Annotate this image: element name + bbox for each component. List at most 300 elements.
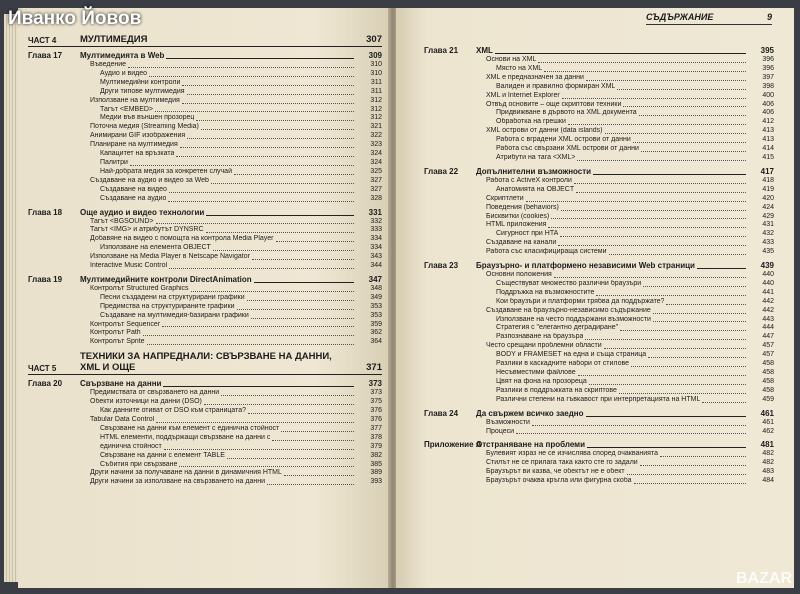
entry-title: Кои браузъри и платформи трябва да поддържате? bbox=[496, 297, 665, 305]
toc-entry bbox=[424, 186, 774, 195]
entry-title: Въведение bbox=[90, 61, 127, 68]
entry-page: 348 bbox=[370, 284, 382, 292]
entry-page: 406 bbox=[762, 100, 774, 108]
entry-title: Цвят на фона на прозореца bbox=[496, 377, 587, 385]
toc-entry bbox=[28, 294, 382, 303]
leader-dots bbox=[643, 286, 746, 287]
toc-entry bbox=[28, 244, 382, 253]
toc-entry bbox=[424, 459, 774, 468]
entry-page: 323 bbox=[370, 141, 382, 149]
entry-title: Контролът Path bbox=[90, 329, 141, 337]
leader-line bbox=[587, 447, 746, 448]
toc-entry bbox=[28, 123, 382, 132]
entry-page: 432 bbox=[762, 230, 774, 238]
toc-entry bbox=[28, 97, 382, 106]
entry-page: 312 bbox=[370, 105, 382, 113]
leader-dots bbox=[551, 218, 746, 219]
entry-page: 375 bbox=[370, 398, 382, 406]
entry-page: 325 bbox=[370, 167, 382, 175]
toc-entry bbox=[424, 177, 774, 186]
toc-entry bbox=[424, 271, 774, 280]
chapter-title: Мултимедийните контроли DirectAnimation bbox=[80, 274, 252, 284]
left-page bbox=[18, 8, 390, 588]
toc-entry bbox=[424, 195, 774, 204]
entry-page: 424 bbox=[762, 203, 774, 211]
entry-page: 412 bbox=[762, 118, 774, 126]
leader-dots bbox=[191, 291, 354, 292]
toc-entry bbox=[424, 298, 774, 307]
entry-title: Място на XML bbox=[496, 64, 543, 72]
toc-entry bbox=[28, 303, 382, 312]
chapter-number: Глава 21 bbox=[424, 46, 459, 55]
toc-entry bbox=[28, 398, 382, 407]
toc-entry bbox=[424, 136, 774, 145]
part-title: ТЕХНИКИ ЗА НАПРЕДНАЛИ: СВЪРЗВАНЕ НА ДАННИ, XML И ОЩЕ bbox=[80, 351, 332, 374]
chapter-row bbox=[28, 51, 382, 61]
chapter-page: 461 bbox=[760, 408, 774, 418]
toc-entry bbox=[28, 235, 382, 244]
leader-dots bbox=[143, 335, 354, 336]
entry-title: Tabular Data Control bbox=[90, 416, 155, 423]
entry-page: 353 bbox=[370, 302, 382, 310]
toc-entry bbox=[424, 280, 774, 289]
entry-page: 459 bbox=[762, 395, 774, 403]
entry-title: Други начини за използване на свързването на данни bbox=[90, 478, 266, 486]
toc-entry bbox=[424, 74, 774, 83]
toc-entry bbox=[28, 226, 382, 235]
leader-dots bbox=[548, 227, 746, 228]
entry-page: 415 bbox=[762, 153, 774, 161]
leader-dots bbox=[604, 348, 746, 349]
entry-title: Придвижване в дървото на XML документа bbox=[496, 109, 637, 117]
toc-left bbox=[28, 30, 382, 487]
entry-title: Атрибути на тага <XML> bbox=[496, 153, 576, 161]
chapter-number: Приложение А bbox=[424, 440, 482, 450]
chapter-title: Отстраняване на проблеми bbox=[476, 440, 586, 450]
leader-dots bbox=[176, 156, 354, 157]
entry-title: Създаване на мултимедия-базирани графики bbox=[100, 311, 249, 319]
entry-page: 333 bbox=[370, 226, 382, 234]
toc-entry bbox=[28, 70, 382, 79]
leader-dots bbox=[532, 425, 746, 426]
toc-entry bbox=[28, 478, 382, 487]
entry-page: 435 bbox=[762, 248, 774, 256]
leader-dots bbox=[169, 192, 354, 193]
leader-dots bbox=[562, 98, 746, 99]
part-page: 307 bbox=[366, 34, 382, 45]
toc-entry bbox=[424, 65, 774, 74]
running-header-title: СЪДЪРЖАНИЕ bbox=[646, 12, 714, 22]
entry-title: Аудио и видео bbox=[100, 69, 148, 77]
entry-page: 334 bbox=[370, 235, 382, 243]
toc-entry bbox=[28, 141, 382, 150]
leader-dots bbox=[234, 174, 354, 175]
entry-page: 328 bbox=[370, 194, 382, 202]
leader-dots bbox=[648, 357, 746, 358]
toc-entry bbox=[424, 342, 774, 351]
toc-entry bbox=[424, 333, 774, 342]
entry-title: Как данните отиват от DSO към страницата? bbox=[100, 407, 247, 415]
leader-dots bbox=[162, 326, 354, 327]
chapter-number: Глава 24 bbox=[424, 408, 459, 418]
leader-dots bbox=[560, 236, 746, 237]
leader-dots bbox=[213, 250, 354, 251]
toc-entry bbox=[28, 425, 382, 434]
entry-title: Браузърът ви казва, че обектът не е обект bbox=[486, 468, 625, 476]
entry-title: Основни положения bbox=[486, 271, 552, 279]
leader-dots bbox=[284, 475, 354, 476]
leader-line bbox=[206, 215, 354, 216]
entry-title: единична стойност bbox=[100, 442, 162, 450]
entry-title: Добавяне на видео с помощта на контрола Media Player bbox=[90, 235, 274, 243]
leader-line bbox=[254, 282, 354, 283]
entry-title: Браузърът очаква кръгла или фигурна скоба bbox=[486, 477, 632, 485]
toc-entry bbox=[28, 186, 382, 195]
leader-dots bbox=[156, 422, 354, 423]
leader-line bbox=[163, 386, 354, 387]
toc-entry bbox=[424, 369, 774, 378]
entry-title: Отвъд основите – още скриптови техники bbox=[486, 100, 622, 108]
right-page bbox=[396, 8, 794, 588]
entry-page: 359 bbox=[370, 320, 382, 328]
leader-dots bbox=[237, 309, 354, 310]
leader-dots bbox=[574, 183, 746, 184]
leader-dots bbox=[206, 232, 354, 233]
toc-entry bbox=[28, 88, 382, 97]
entry-page: 377 bbox=[370, 424, 382, 432]
toc-entry bbox=[28, 262, 382, 271]
entry-title: Разлики в каскадните набори от стилове bbox=[496, 360, 630, 368]
entry-title: Сигурност при HTA bbox=[496, 230, 559, 238]
chapter-page: 439 bbox=[760, 261, 774, 271]
entry-page: 413 bbox=[762, 136, 774, 144]
chapter-number: Глава 20 bbox=[28, 379, 63, 389]
entry-title: Други типове мултимедия bbox=[100, 87, 185, 95]
chapter-row bbox=[28, 275, 382, 285]
entry-title: Стратегия с "елегантно деградиране" bbox=[496, 324, 619, 332]
chapter-row bbox=[28, 208, 382, 218]
entry-page: 327 bbox=[370, 185, 382, 193]
entry-page: 441 bbox=[762, 288, 774, 296]
entry-page: 353 bbox=[370, 311, 382, 319]
seller-watermark: Иванко Йовов bbox=[8, 8, 142, 29]
chapter-page: 309 bbox=[368, 51, 382, 60]
entry-page: 442 bbox=[762, 306, 774, 314]
running-header-page-number: 9 bbox=[766, 12, 772, 22]
toc-entry bbox=[28, 218, 382, 227]
toc-entry bbox=[28, 469, 382, 478]
leader-dots bbox=[639, 115, 746, 116]
leader-dots bbox=[187, 138, 354, 139]
toc-entry bbox=[424, 83, 774, 92]
entry-title: Най-добрата медия за конкретен случай bbox=[100, 167, 232, 175]
leader-dots bbox=[221, 395, 354, 396]
toc-entry bbox=[28, 106, 382, 115]
chapter-page: 331 bbox=[368, 207, 382, 217]
entry-page: 344 bbox=[370, 262, 382, 270]
entry-title: Стилът не се прилага така както сте го задали bbox=[486, 459, 638, 467]
toc-entry bbox=[28, 312, 382, 321]
entry-page: 418 bbox=[762, 176, 774, 184]
entry-page: 447 bbox=[762, 333, 774, 341]
leader-dots bbox=[617, 89, 746, 90]
entry-title: Палитри bbox=[100, 158, 128, 166]
chapter-page: 373 bbox=[368, 379, 382, 389]
entry-title: Свързване на данни към елемент с единична стойност bbox=[100, 424, 280, 432]
entry-title: Създаване на аудио bbox=[100, 194, 167, 202]
leader-dots bbox=[252, 259, 354, 260]
leader-dots bbox=[609, 254, 746, 255]
leader-dots bbox=[544, 71, 746, 72]
toc-entry bbox=[424, 378, 774, 387]
entry-page: 379 bbox=[370, 442, 382, 450]
entry-title: XML острови от данни (data islands) bbox=[486, 127, 603, 135]
entry-title: Обработка на грешки bbox=[496, 118, 566, 126]
leader-dots bbox=[196, 120, 354, 121]
leader-dots bbox=[272, 440, 354, 441]
part-heading bbox=[28, 34, 382, 47]
entry-page: 433 bbox=[762, 239, 774, 247]
part-label: ЧАСТ 5 bbox=[28, 364, 57, 374]
entry-page: 378 bbox=[370, 433, 382, 441]
toc-entry bbox=[28, 114, 382, 123]
chapter-page: 481 bbox=[760, 440, 774, 450]
entry-page: 420 bbox=[762, 194, 774, 202]
entry-title: Създаване на браузърно-независимо съдържание bbox=[486, 306, 651, 314]
entry-page: 376 bbox=[370, 416, 382, 423]
chapter-row bbox=[424, 261, 774, 271]
entry-title: XML е предназначен за данни bbox=[486, 73, 584, 81]
toc-entry bbox=[424, 118, 774, 127]
entry-page: 362 bbox=[370, 329, 382, 337]
entry-title: Поведения (behaviors) bbox=[486, 203, 559, 211]
toc-entry bbox=[28, 132, 382, 141]
toc-entry bbox=[424, 396, 774, 405]
chapter-row bbox=[424, 167, 774, 177]
entry-title: Тагът <BGSOUND> bbox=[90, 217, 154, 225]
entry-page: 483 bbox=[762, 468, 774, 476]
chapter-number: Глава 22 bbox=[424, 166, 459, 176]
entry-page: 482 bbox=[762, 450, 774, 458]
leader-dots bbox=[538, 62, 746, 63]
entry-title: Други начини за получаване на данни в динамичния HTML bbox=[90, 469, 282, 477]
entry-title: Основи на XML bbox=[486, 56, 537, 63]
entry-title: Скриптлети bbox=[486, 194, 524, 202]
entry-title: Поточна медия (Streaming Media) bbox=[90, 123, 199, 131]
leader-dots bbox=[631, 366, 746, 367]
toc-entry bbox=[424, 92, 774, 101]
entry-title: Валиден и правилно формиран XML bbox=[496, 82, 616, 90]
entry-title: Анатомията на OBJECT bbox=[496, 185, 575, 193]
entry-page: 311 bbox=[370, 87, 382, 95]
leader-dots bbox=[526, 201, 746, 202]
bazar-logo: BAZAR bbox=[736, 570, 792, 587]
toc-entry bbox=[424, 450, 774, 459]
leader-dots bbox=[204, 404, 354, 405]
leader-dots bbox=[164, 449, 354, 450]
chapter-page: 395 bbox=[760, 46, 774, 55]
entry-page: 484 bbox=[762, 477, 774, 485]
entry-title: Бисквитки (cookies) bbox=[486, 212, 550, 220]
entry-title: Предимствата от свързването на данни bbox=[90, 389, 220, 397]
entry-page: 458 bbox=[762, 369, 774, 376]
entry-title: Тагът <IMG> и атрибутът DYNSRC bbox=[90, 226, 204, 234]
toc-entry bbox=[424, 307, 774, 316]
entry-page: 321 bbox=[370, 123, 382, 131]
leader-dots bbox=[653, 313, 746, 314]
entry-page: 382 bbox=[370, 451, 382, 459]
toc-entry bbox=[424, 204, 774, 213]
entry-title: BODY и FRAMESET на една и съща страница bbox=[496, 351, 647, 359]
entry-page: 482 bbox=[762, 459, 774, 467]
entry-page: 398 bbox=[762, 82, 774, 90]
entry-page: 457 bbox=[762, 351, 774, 359]
toc-entry bbox=[424, 324, 774, 333]
leader-dots bbox=[561, 210, 746, 211]
leader-dots bbox=[577, 160, 746, 161]
leader-dots bbox=[248, 413, 354, 414]
entry-title: Контролът Sprite bbox=[90, 338, 145, 346]
toc-entry bbox=[28, 61, 382, 70]
entry-page: 324 bbox=[370, 158, 382, 166]
leader-dots bbox=[128, 67, 354, 68]
entry-title: Разлики в поддръжката на скриптове bbox=[496, 386, 617, 394]
toc-entry bbox=[28, 253, 382, 262]
toc-entry bbox=[424, 477, 774, 486]
entry-page: 458 bbox=[762, 360, 774, 368]
entry-page: 324 bbox=[370, 150, 382, 158]
part-title: МУЛТИМЕДИЯ bbox=[80, 34, 148, 45]
entry-page: 429 bbox=[762, 212, 774, 220]
entry-title: Работа със класифицираща системи bbox=[486, 248, 607, 256]
entry-page: 385 bbox=[370, 460, 382, 468]
entry-page: 397 bbox=[762, 73, 774, 81]
open-book bbox=[4, 8, 796, 588]
entry-page: 332 bbox=[370, 217, 382, 225]
leader-dots bbox=[653, 321, 746, 322]
leader-dots bbox=[247, 300, 354, 301]
entry-title: Разпознаване на браузъра bbox=[496, 333, 584, 341]
entry-page: 457 bbox=[762, 342, 774, 350]
entry-page: 373 bbox=[370, 389, 382, 397]
entry-page: 444 bbox=[762, 324, 774, 332]
toc-entry bbox=[28, 79, 382, 88]
leader-dots bbox=[702, 402, 746, 403]
toc-entry bbox=[424, 419, 774, 428]
entry-page: 440 bbox=[762, 279, 774, 287]
entry-title: Предимства на структурираните графики bbox=[100, 302, 235, 310]
leader-dots bbox=[211, 183, 354, 184]
entry-page: 406 bbox=[762, 109, 774, 117]
entry-page: 400 bbox=[762, 91, 774, 99]
toc-entry bbox=[28, 443, 382, 452]
toc-entry bbox=[424, 289, 774, 298]
toc-entry bbox=[424, 468, 774, 477]
toc-entry bbox=[424, 154, 774, 163]
chapter-title: Да свържем всичко заедно bbox=[476, 408, 584, 418]
toc-entry bbox=[28, 416, 382, 425]
entry-title: XML и Internet Explorer bbox=[486, 91, 560, 99]
leader-dots bbox=[623, 106, 746, 107]
leader-dots bbox=[578, 375, 746, 376]
entry-page: 364 bbox=[370, 338, 382, 346]
leader-dots bbox=[605, 133, 746, 134]
entry-page: 389 bbox=[370, 469, 382, 477]
leader-line bbox=[166, 58, 354, 59]
entry-title: Тагът <EMBED> bbox=[100, 105, 154, 113]
toc-entry bbox=[28, 338, 382, 347]
toc-entry bbox=[424, 248, 774, 257]
leader-dots bbox=[554, 277, 746, 278]
entry-title: Мултимедийни контроли bbox=[100, 78, 181, 86]
entry-title: Често срещани проблемни области bbox=[486, 342, 602, 350]
part-label: ЧАСТ 4 bbox=[28, 36, 57, 45]
leader-dots bbox=[660, 456, 746, 457]
entry-title: Анимирани GIF изображения bbox=[90, 132, 186, 140]
entry-title: Използване на мултимедия bbox=[90, 96, 180, 104]
entry-title: Капацитет на връзката bbox=[100, 150, 175, 158]
entry-page: 310 bbox=[370, 61, 382, 68]
entry-page: 414 bbox=[762, 145, 774, 153]
leader-dots bbox=[149, 76, 354, 77]
entry-title: Процеси bbox=[486, 427, 515, 435]
entry-title: Булевият израз не се изчислява според очакванията bbox=[486, 450, 658, 458]
leader-dots bbox=[576, 192, 746, 193]
leader-dots bbox=[182, 85, 354, 86]
running-header bbox=[646, 12, 772, 25]
entry-title: Контролът Structured Graphics bbox=[90, 284, 189, 292]
leader-dots bbox=[251, 318, 354, 319]
entry-title: HTML елементи, поддържащи свързване на данни с bbox=[100, 433, 271, 441]
toc-entry bbox=[424, 428, 774, 437]
entry-title: Създаване на аудио и видео за Web bbox=[90, 176, 209, 184]
entry-title: Създаване на канали bbox=[486, 239, 557, 247]
entry-title: Планиране на мултимедия bbox=[90, 141, 178, 149]
entry-title: Поддръжка на възможностите bbox=[496, 288, 595, 296]
chapter-title: Свързване на данни bbox=[80, 379, 162, 389]
entry-page: 393 bbox=[370, 478, 382, 486]
chapter-page: 417 bbox=[760, 166, 774, 176]
entry-page: 327 bbox=[370, 176, 382, 184]
toc-entry bbox=[28, 389, 382, 398]
entry-page: 310 bbox=[370, 69, 382, 77]
leader-dots bbox=[168, 201, 354, 202]
toc-entry bbox=[28, 407, 382, 416]
entry-title: Работа с ActiveX контроли bbox=[486, 176, 572, 184]
leader-dots bbox=[281, 431, 354, 432]
chapter-number: Глава 17 bbox=[28, 51, 63, 60]
leader-dots bbox=[641, 151, 746, 152]
leader-dots bbox=[156, 223, 354, 224]
entry-title: Медии във външен прозорец bbox=[100, 114, 195, 122]
entry-title: Възможности bbox=[486, 418, 530, 426]
toc-entry bbox=[424, 127, 774, 136]
leader-dots bbox=[620, 330, 746, 331]
leader-dots bbox=[619, 393, 746, 394]
entry-title: Използване на често поддържани възможности bbox=[496, 315, 651, 323]
entry-page: 413 bbox=[762, 127, 774, 135]
toc-entry bbox=[424, 145, 774, 154]
toc-entry bbox=[424, 101, 774, 110]
entry-title: Свързване на данни с елемент TABLE bbox=[100, 451, 225, 459]
leader-dots bbox=[585, 339, 746, 340]
entry-title: HTML приложения bbox=[486, 221, 547, 229]
toc-entry bbox=[424, 213, 774, 222]
toc-entry bbox=[424, 230, 774, 239]
leader-dots bbox=[586, 80, 746, 81]
toc-entry bbox=[424, 109, 774, 118]
entry-page: 458 bbox=[762, 377, 774, 385]
